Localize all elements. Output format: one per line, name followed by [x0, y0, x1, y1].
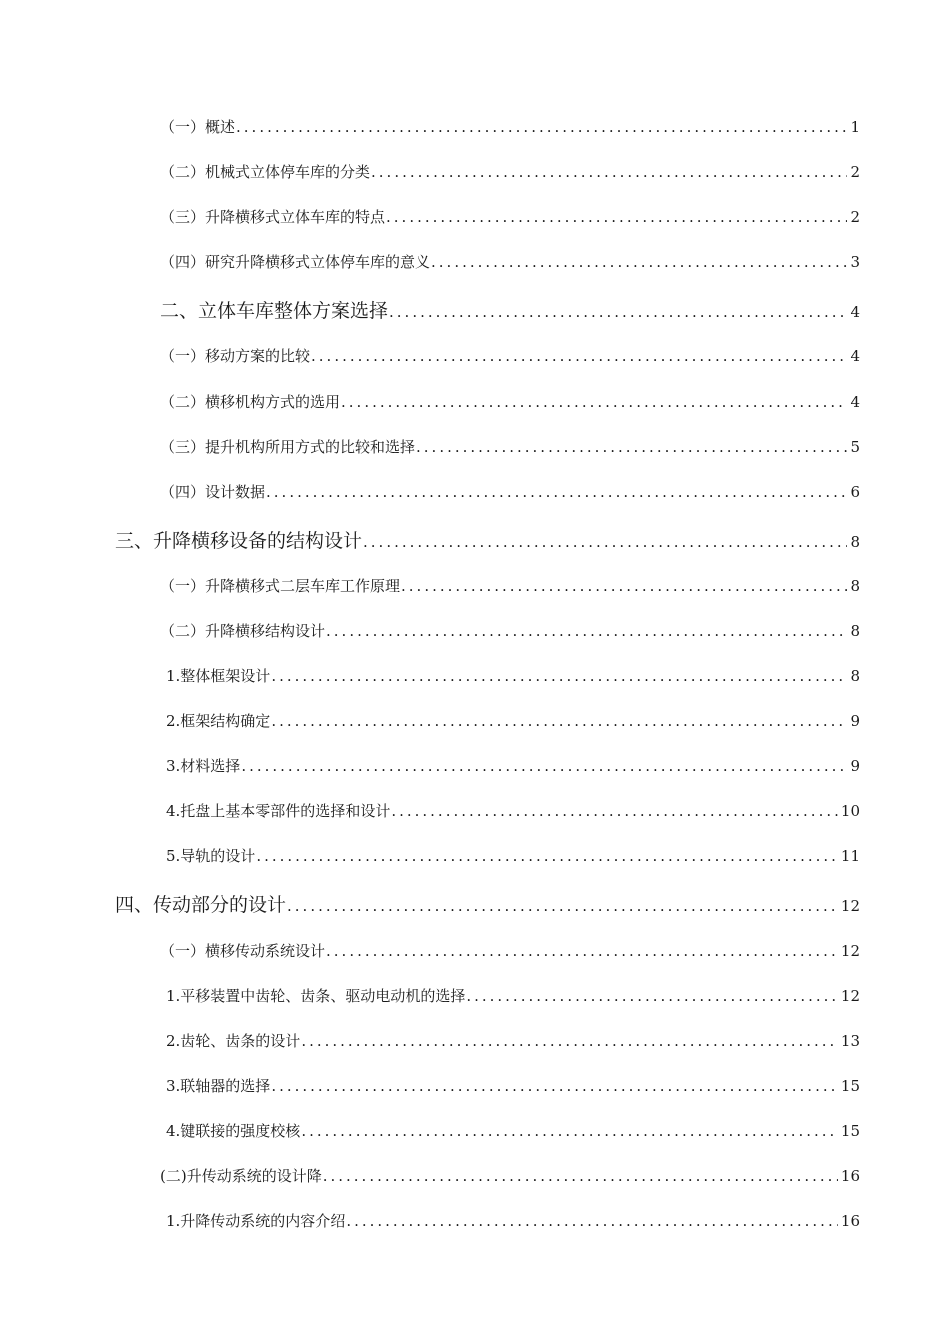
toc-entry-page: 5	[850, 438, 860, 456]
dot-leader	[391, 802, 838, 820]
dot-leader	[323, 1167, 838, 1185]
toc-entry-title: 三、升降横移设备的结构设计	[115, 530, 363, 552]
dot-leader	[266, 483, 847, 501]
dot-leader	[301, 1122, 838, 1140]
toc-entry-title: （三）提升机构所用方式的比较和选择	[160, 438, 416, 456]
dot-leader	[346, 1212, 838, 1230]
toc-entry-page: 8	[850, 667, 860, 685]
toc-entry[interactable]	[160, 116, 860, 137]
toc-entry-title: 2.框架结构确定	[166, 712, 271, 730]
toc-entry-page: 12	[840, 942, 860, 960]
toc-entry[interactable]	[166, 1210, 860, 1231]
toc-entry-page: 6	[850, 483, 860, 501]
toc-entry-page: 1	[850, 118, 860, 136]
toc-entry-title: （四）设计数据	[160, 483, 266, 501]
toc-entry-title: 3.材料选择	[166, 757, 241, 775]
toc-entry[interactable]	[160, 206, 860, 227]
dot-leader	[241, 757, 847, 775]
toc-entry[interactable]	[160, 1165, 860, 1186]
toc-entry-page: 9	[850, 712, 860, 730]
dot-leader	[389, 303, 847, 321]
toc-entry[interactable]	[166, 1030, 860, 1051]
toc-entry-page: 2	[850, 163, 860, 181]
toc-entry-title: （四）研究升降横移式立体停车库的意义	[160, 253, 431, 271]
toc-entry-page: 4	[850, 303, 860, 321]
toc-entry[interactable]	[160, 161, 860, 182]
dot-leader	[326, 942, 838, 960]
dot-leader	[256, 847, 838, 865]
toc-entry[interactable]	[160, 620, 860, 641]
toc-entry[interactable]	[160, 345, 860, 366]
toc-entry-title: （一）概述	[160, 118, 236, 136]
toc-entry[interactable]	[166, 1120, 860, 1141]
dot-leader	[326, 622, 847, 640]
dot-leader	[401, 577, 847, 595]
toc-entry-page: 16	[840, 1212, 860, 1230]
toc-entry-page: 8	[850, 622, 860, 640]
dot-leader	[363, 533, 847, 551]
dot-leader	[271, 1077, 838, 1095]
toc-entry-page: 12	[840, 897, 860, 915]
toc-entry-title: 4.键联接的强度校核	[166, 1122, 301, 1140]
dot-leader	[311, 347, 847, 365]
toc-entry-title: 二、立体车库整体方案选择	[160, 300, 389, 322]
toc-entry-title: 四、传动部分的设计	[115, 894, 287, 916]
toc-entry[interactable]	[166, 755, 860, 776]
toc-entry-title: 1.整体框架设计	[166, 667, 271, 685]
toc-entry-title: （三）升降横移式立体车库的特点	[160, 208, 386, 226]
toc-entry-page: 11	[840, 847, 860, 865]
toc-entry-title: （二）升降横移结构设计	[160, 622, 326, 640]
toc-entry[interactable]	[166, 845, 860, 866]
toc-entry-page: 16	[840, 1167, 860, 1185]
dot-leader	[236, 118, 847, 136]
toc-entry[interactable]	[166, 1075, 860, 1096]
toc-entry-title: 1.平移装置中齿轮、齿条、驱动电动机的选择	[166, 987, 466, 1005]
toc-entry[interactable]	[160, 391, 860, 412]
toc-entry[interactable]	[160, 575, 860, 596]
dot-leader	[341, 393, 847, 411]
dot-leader	[416, 438, 847, 456]
toc-entry-page: 13	[840, 1032, 860, 1050]
toc-entry-title: （一）移动方案的比较	[160, 347, 311, 365]
dot-leader	[431, 253, 847, 271]
toc-entry-chapter[interactable]	[115, 890, 860, 917]
toc-entry-title: （一）横移传动系统设计	[160, 942, 326, 960]
toc-entry-title: （二）机械式立体停车库的分类	[160, 163, 371, 181]
toc-entry-page: 15	[840, 1122, 860, 1140]
toc-entry-page: 4	[850, 347, 860, 365]
toc-entry-title: 1.升降传动系统的内容介绍	[166, 1212, 346, 1230]
toc-entry-page: 8	[850, 533, 860, 551]
toc-entry-chapter[interactable]	[160, 296, 860, 323]
dot-leader	[287, 897, 838, 915]
toc-entry[interactable]	[166, 800, 860, 821]
toc-entry-title: (二)升传动系统的设计降	[160, 1167, 322, 1185]
toc-entry-title: 5.导轨的设计	[166, 847, 256, 865]
dot-leader	[371, 163, 847, 181]
toc-entry-page: 10	[840, 802, 860, 820]
toc-entry-title: （二）横移机构方式的选用	[160, 393, 341, 411]
toc-entry[interactable]	[160, 481, 860, 502]
dot-leader	[386, 208, 847, 226]
toc-entry[interactable]	[160, 940, 860, 961]
toc-entry-page: 4	[850, 393, 860, 411]
toc-entry-title: 4.托盘上基本零部件的选择和设计	[166, 802, 391, 820]
toc-entry-title: 2.齿轮、齿条的设计	[166, 1032, 301, 1050]
toc-entry[interactable]	[160, 436, 860, 457]
toc-entry-page: 12	[840, 987, 860, 1005]
toc-entry[interactable]	[166, 985, 860, 1006]
toc-entry-page: 15	[840, 1077, 860, 1095]
toc-entry-page: 8	[850, 577, 860, 595]
toc-entry-page: 9	[850, 757, 860, 775]
toc-entry[interactable]	[166, 710, 860, 731]
toc-entry[interactable]	[166, 665, 860, 686]
toc-entry-page: 3	[850, 253, 860, 271]
toc-entry-page: 2	[850, 208, 860, 226]
toc-entry-chapter[interactable]	[115, 526, 860, 553]
toc-entry[interactable]	[160, 251, 860, 272]
dot-leader	[271, 712, 847, 730]
dot-leader	[271, 667, 847, 685]
toc-entry-title: （一）升降横移式二层车库工作原理	[160, 577, 401, 595]
dot-leader	[301, 1032, 838, 1050]
toc-entry-title: 3.联轴器的选择	[166, 1077, 271, 1095]
dot-leader	[466, 987, 838, 1005]
